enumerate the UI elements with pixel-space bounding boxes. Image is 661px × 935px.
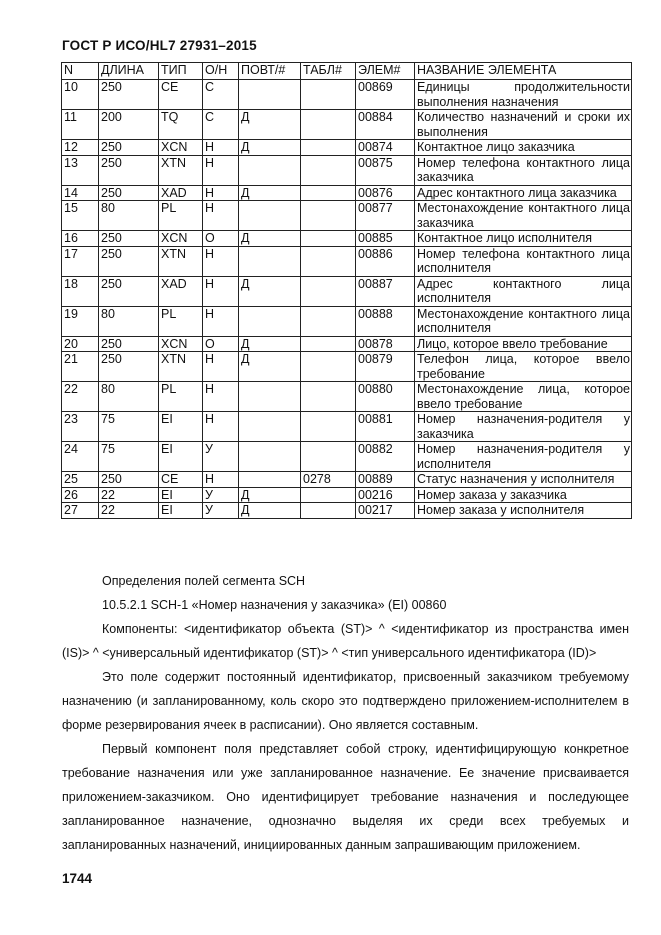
row-length: 250: [99, 155, 159, 185]
row-repeat: Д: [239, 336, 301, 352]
row-element-name: Адрес контактного лица исполнителя: [415, 276, 632, 306]
row-element: 00217: [356, 503, 415, 519]
row-length: 80: [99, 306, 159, 336]
row-optionality: Н: [203, 185, 239, 201]
row-length: 250: [99, 352, 159, 382]
table-row: [62, 503, 632, 519]
row-element-name: Номер телефона контактного лица исполнителя: [415, 246, 632, 276]
row-length: 250: [99, 140, 159, 156]
row-element-name: Единицы продолжительности выполнения назначения: [415, 80, 632, 110]
row-element-name: Телефон лица, которое ввело требование: [415, 352, 632, 382]
row-repeat: [239, 201, 301, 231]
row-element-name: Номер заказа у заказчика: [415, 487, 632, 503]
col-header-repeat: ПОВТ/#: [239, 63, 301, 80]
row-table: [301, 306, 356, 336]
row-type: XCN: [159, 140, 203, 156]
row-repeat: Д: [239, 110, 301, 140]
table-row: [62, 231, 632, 247]
table-row: [62, 246, 632, 276]
row-table: [301, 231, 356, 247]
table-row: [62, 80, 632, 110]
document-header: ГОСТ Р ИСО/HL7 27931–2015: [62, 38, 257, 53]
row-element-name: Местонахождение контактного лица исполнителя: [415, 306, 632, 336]
row-type: EI: [159, 487, 203, 503]
row-optionality: Н: [203, 472, 239, 488]
row-length: 250: [99, 276, 159, 306]
row-repeat: [239, 80, 301, 110]
row-element: 00876: [356, 185, 415, 201]
row-table: [301, 80, 356, 110]
row-repeat: Д: [239, 276, 301, 306]
row-number: 12: [62, 140, 99, 156]
row-table: [301, 442, 356, 472]
row-repeat: [239, 442, 301, 472]
row-element: 00885: [356, 231, 415, 247]
row-element: 00889: [356, 472, 415, 488]
row-repeat: Д: [239, 503, 301, 519]
row-number: 16: [62, 231, 99, 247]
row-element-name: Местонахождение лица, которое ввело требование: [415, 382, 632, 412]
row-element: 00880: [356, 382, 415, 412]
row-repeat: [239, 412, 301, 442]
row-number: 17: [62, 246, 99, 276]
table-row: [62, 140, 632, 156]
col-header-element-name: НАЗВАНИЕ ЭЛЕМЕНТА: [415, 63, 632, 80]
row-length: 22: [99, 487, 159, 503]
table-row: [62, 352, 632, 382]
subsection-heading: 10.5.2.1 SCH-1 «Номер назначения у заказчика» (EI) 00860: [102, 598, 447, 612]
row-length: 250: [99, 246, 159, 276]
page-number: 1744: [62, 871, 93, 886]
col-header-n: N: [62, 63, 99, 80]
row-length: 75: [99, 412, 159, 442]
row-number: 24: [62, 442, 99, 472]
col-header-table: ТАБЛ#: [301, 63, 356, 80]
row-length: 250: [99, 80, 159, 110]
row-optionality: О: [203, 336, 239, 352]
row-type: XTN: [159, 352, 203, 382]
row-repeat: [239, 306, 301, 336]
table-row: [62, 155, 632, 185]
row-element: 00216: [356, 487, 415, 503]
row-element-name: Номер назначения-родителя у исполнителя: [415, 442, 632, 472]
paragraph-components: Компоненты: <идентификатор объекта (ST)> ^ <идентификатор из пространства имен (IS)> ^ <универсальный идентификатор (ST)> ^ <тип универсального идентификатора (ID)>: [62, 622, 629, 660]
row-table: [301, 276, 356, 306]
row-optionality: О: [203, 231, 239, 247]
row-optionality: Н: [203, 140, 239, 156]
row-table: [301, 110, 356, 140]
paragraph-description: Это поле содержит постоянный идентификатор, присвоенный заказчиком требуемому назначению (и запланированному, коль скоро это подтверждено приложением-исполнителем в форме резервирования ячеек в расписании). Оно является составным.: [62, 670, 629, 732]
row-element-name: Лицо, которое ввело требование: [415, 336, 632, 352]
row-number: 21: [62, 352, 99, 382]
row-element-name: Адрес контактного лица заказчика: [415, 185, 632, 201]
row-element: 00886: [356, 246, 415, 276]
table-row: [62, 201, 632, 231]
row-table: [301, 201, 356, 231]
row-type: CE: [159, 80, 203, 110]
row-element: 00882: [356, 442, 415, 472]
row-length: 80: [99, 201, 159, 231]
table-row: [62, 306, 632, 336]
row-element-name: Контактное лицо исполнителя: [415, 231, 632, 247]
body-text: [62, 569, 629, 857]
row-number: 11: [62, 110, 99, 140]
row-table: [301, 503, 356, 519]
row-table: 0278: [301, 472, 356, 488]
row-number: 26: [62, 487, 99, 503]
row-type: PL: [159, 306, 203, 336]
row-element-name: Номер назначения-родителя у заказчика: [415, 412, 632, 442]
row-element: 00878: [356, 336, 415, 352]
row-element: 00875: [356, 155, 415, 185]
row-type: XCN: [159, 231, 203, 247]
row-number: 23: [62, 412, 99, 442]
row-element-name: Статус назначения у исполнителя: [415, 472, 632, 488]
table-row: [62, 185, 632, 201]
row-number: 14: [62, 185, 99, 201]
row-element: 00887: [356, 276, 415, 306]
row-table: [301, 336, 356, 352]
row-type: XTN: [159, 246, 203, 276]
row-table: [301, 185, 356, 201]
row-optionality: Н: [203, 276, 239, 306]
row-element: 00869: [356, 80, 415, 110]
row-length: 250: [99, 185, 159, 201]
row-length: 250: [99, 231, 159, 247]
row-optionality: С: [203, 110, 239, 140]
col-header-type: ТИП: [159, 63, 203, 80]
row-table: [301, 487, 356, 503]
row-number: 10: [62, 80, 99, 110]
row-optionality: У: [203, 487, 239, 503]
col-header-length: ДЛИНА: [99, 63, 159, 80]
row-repeat: [239, 472, 301, 488]
row-element-name: Номер телефона контактного лица заказчика: [415, 155, 632, 185]
row-type: EI: [159, 412, 203, 442]
row-table: [301, 246, 356, 276]
table-row: [62, 412, 632, 442]
table-row: [62, 487, 632, 503]
row-number: 18: [62, 276, 99, 306]
row-type: PL: [159, 201, 203, 231]
col-header-element: ЭЛЕМ#: [356, 63, 415, 80]
segment-table: [61, 62, 632, 519]
row-element-name: Количество назначений и сроки их выполнения: [415, 110, 632, 140]
table-row: [62, 336, 632, 352]
section-heading: Определения полей сегмента SCH: [102, 574, 306, 588]
row-length: 250: [99, 336, 159, 352]
row-optionality: У: [203, 442, 239, 472]
row-optionality: Н: [203, 155, 239, 185]
row-type: XAD: [159, 185, 203, 201]
table-row: [62, 442, 632, 472]
row-element-name: Контактное лицо заказчика: [415, 140, 632, 156]
row-optionality: Н: [203, 352, 239, 382]
row-repeat: Д: [239, 140, 301, 156]
row-optionality: С: [203, 80, 239, 110]
row-number: 13: [62, 155, 99, 185]
row-optionality: Н: [203, 306, 239, 336]
row-optionality: Н: [203, 382, 239, 412]
row-number: 15: [62, 201, 99, 231]
row-repeat: Д: [239, 352, 301, 382]
row-length: 22: [99, 503, 159, 519]
row-element: 00879: [356, 352, 415, 382]
row-type: TQ: [159, 110, 203, 140]
row-optionality: Н: [203, 201, 239, 231]
row-repeat: Д: [239, 231, 301, 247]
row-optionality: У: [203, 503, 239, 519]
row-optionality: Н: [203, 246, 239, 276]
row-number: 20: [62, 336, 99, 352]
row-repeat: [239, 246, 301, 276]
row-element-name: Местонахождение контактного лица заказчика: [415, 201, 632, 231]
row-type: XAD: [159, 276, 203, 306]
row-table: [301, 155, 356, 185]
table-header-row: [62, 63, 632, 80]
row-element-name: Номер заказа у исполнителя: [415, 503, 632, 519]
row-type: EI: [159, 442, 203, 472]
row-length: 80: [99, 382, 159, 412]
row-number: 25: [62, 472, 99, 488]
table-row: [62, 110, 632, 140]
table-row: [62, 276, 632, 306]
row-type: PL: [159, 382, 203, 412]
row-table: [301, 352, 356, 382]
row-element: 00881: [356, 412, 415, 442]
row-number: 22: [62, 382, 99, 412]
row-type: XCN: [159, 336, 203, 352]
row-length: 200: [99, 110, 159, 140]
table-row: [62, 382, 632, 412]
row-repeat: Д: [239, 185, 301, 201]
row-optionality: Н: [203, 412, 239, 442]
row-repeat: [239, 155, 301, 185]
row-table: [301, 382, 356, 412]
row-type: CE: [159, 472, 203, 488]
row-table: [301, 140, 356, 156]
row-number: 19: [62, 306, 99, 336]
row-length: 75: [99, 442, 159, 472]
row-repeat: [239, 382, 301, 412]
row-element: 00888: [356, 306, 415, 336]
paragraph-first-component: Первый компонент поля представляет собой строку, идентифицирующую конкретное требование назначения или уже запланированное назначение. Ее значение присваивается приложением-заказчиком. Оно идентифицирует требование назначения и последующее запланированное назначение, однозначно выделяя их среди всех требуемых и запланированных назначений, инициированных данным запрашивающим приложением.: [62, 742, 629, 852]
col-header-optionality: О/Н: [203, 63, 239, 80]
table-row: [62, 472, 632, 488]
row-table: [301, 412, 356, 442]
row-element: 00877: [356, 201, 415, 231]
row-length: 250: [99, 472, 159, 488]
row-element: 00884: [356, 110, 415, 140]
row-number: 27: [62, 503, 99, 519]
row-type: XTN: [159, 155, 203, 185]
row-type: EI: [159, 503, 203, 519]
row-repeat: Д: [239, 487, 301, 503]
row-element: 00874: [356, 140, 415, 156]
